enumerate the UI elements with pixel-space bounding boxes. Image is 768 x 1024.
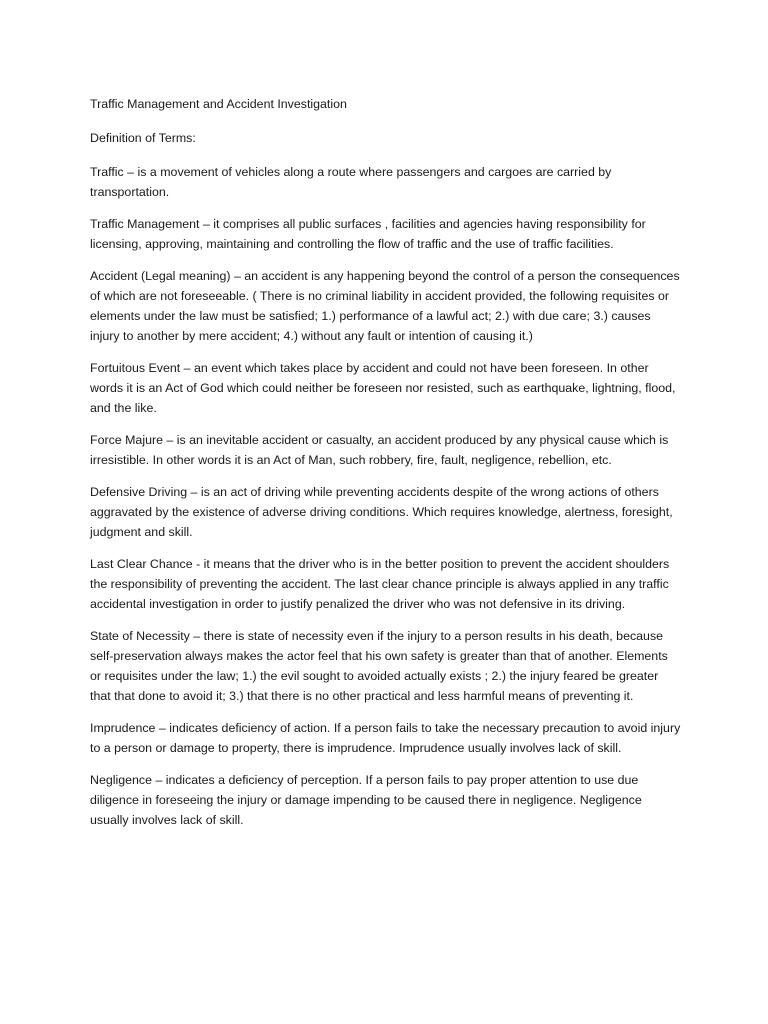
- definition-negligence: Negligence – indicates a deficiency of perception. If a person fails to pay proper attention to use due diligence in foreseeing the injury or damage impending to be caused there in negligence. Negligence usually involves lack of skill.: [90, 773, 642, 827]
- definition-traffic: Traffic – is a movement of vehicles along a route where passengers and cargoes are carried by transportation.: [90, 165, 612, 199]
- section-heading: Definition of Terms:: [90, 131, 196, 145]
- document-title: Traffic Management and Accident Investigation: [90, 97, 347, 111]
- definition-defensive-driving: Defensive Driving – is an act of driving while preventing accidents despite of the wrong actions of others aggravated by the existence of adverse driving conditions. Which requires knowledge, alertness, foresight, judgment and skill.: [90, 485, 673, 539]
- definition-imprudence: Imprudence – indicates deficiency of action. If a person fails to take the necessary precaution to avoid injury to a person or damage to property, there is imprudence. Imprudence usually involves lack of skill.: [90, 721, 681, 755]
- definition-last-clear-chance: Last Clear Chance - it means that the driver who is in the better position to prevent the accident shoulders the responsibility of preventing the accident. The last clear chance principle is always applied in any traffic accidental investigation in order to justify penalized the driver who was not defensive in its driving.: [90, 557, 670, 611]
- definition-force-majure: Force Majure – is an inevitable accident or casualty, an accident produced by any physical cause which is irresistible. In other words it is an Act of Man, such robbery, fire, fault, negligence, rebellion, etc.: [90, 433, 669, 467]
- definition-state-of-necessity: State of Necessity – there is state of necessity even if the injury to a person results in his death, because self-preservation always makes the actor feel that his own safety is greater than that of another. Elements or requisites under the law; 1.) the evil sought to avoided actually exists ; 2.) the injury feared be greater that that done to avoid it; 3.) that there is no other practical and less harmful means of preventing it.: [90, 629, 668, 703]
- definition-fortuitous-event: Fortuitous Event – an event which takes place by accident and could not have been foreseen. In other words it is an Act of God which could neither be foreseen nor resisted, such as earthquake, lightning, flood, and the like.: [90, 361, 676, 415]
- definition-accident: Accident (Legal meaning) – an accident is any happening beyond the control of a person the consequences of which are not foreseeable. ( There is no criminal liability in accident provided, the following requisites or elements under the law must be satisfied; 1.) performance of a lawful act; 2.) with due care; 3.) causes injury to another by mere accident; 4.) without any fault or intention of causing it.): [90, 269, 680, 343]
- definition-traffic-management: Traffic Management – it comprises all public surfaces , facilities and agencies having responsibility for licensing, approving, maintaining and controlling the flow of traffic and the use of traffic facilities.: [90, 217, 646, 251]
